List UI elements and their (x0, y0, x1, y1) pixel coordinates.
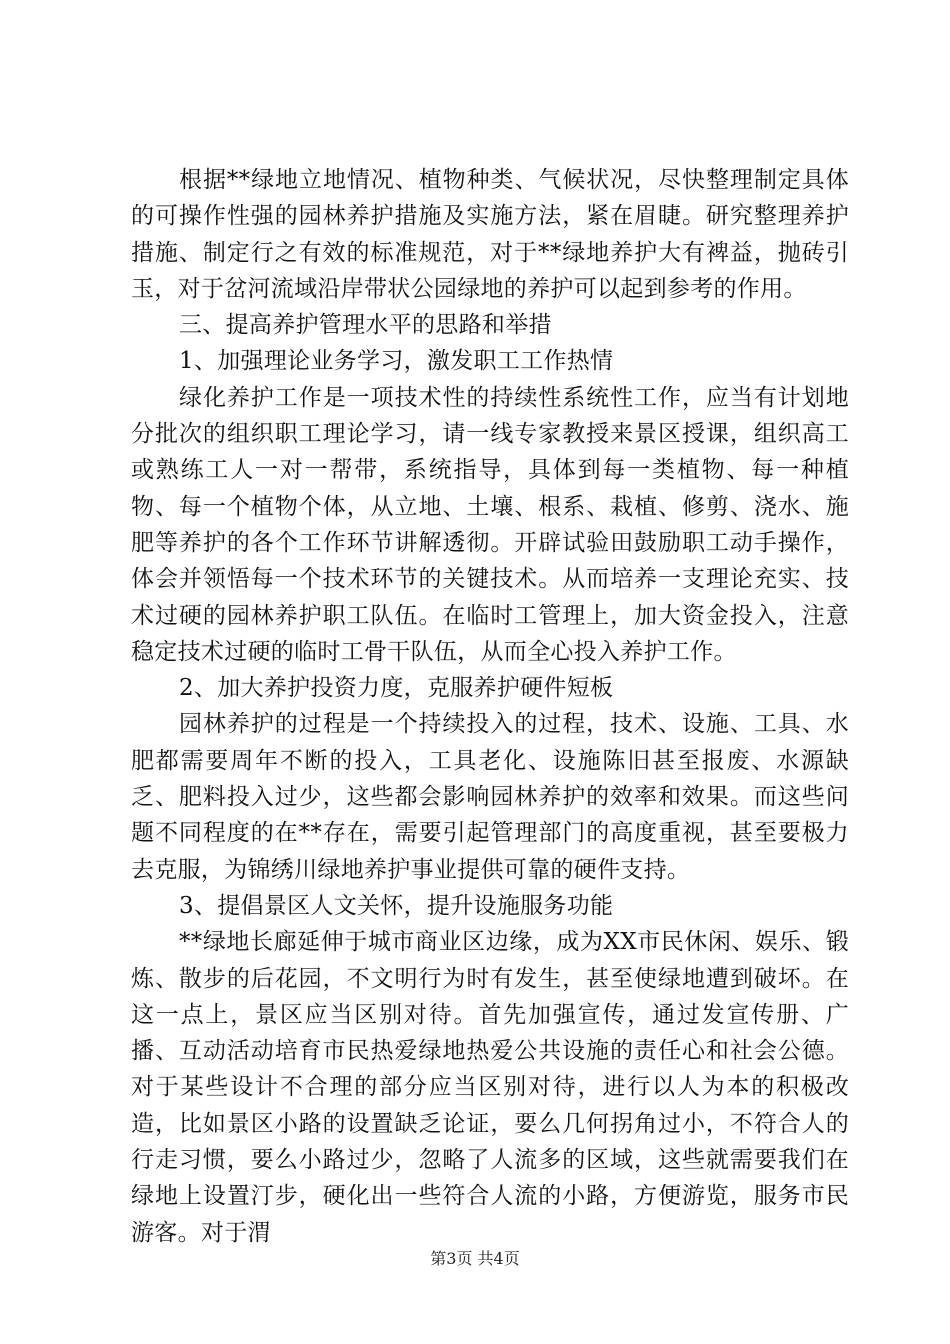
section-heading: 三、提高养护管理水平的思路和举措 (179, 312, 552, 339)
subheading-3: 3、提倡景区人文关怀，提升设施服务功能 (179, 892, 614, 919)
paragraph-1: 绿化养护工作是一项技术性的持续性系统性工作，应当有计划地分批次的组织职工理论学习，请一线专家教授来景区授课，组织高工或熟练工人一对一帮带，系统指导，具体到每一类植物、每一种植物、每一个植物个体，从立地、土壤、根系、栽植、修剪、浇水、施肥等养护的各个工作环节讲解透彻。开辟试验田鼓励职工动手操作，体会并领悟每一个技术环节的关键技术。从而培养一支理论充实、技术过硬的园林养护职工队伍。在临时工管理上，加大资金投入，注意稳定技术过硬的临时工骨干队伍，从而全心投入养护工作。 (131, 384, 849, 665)
paragraph-2: 园林养护的过程是一个持续投入的过程，技术、设施、工具、水肥都需要周年不断的投入，工具老化、设施陈旧甚至报废、水源缺乏、肥料投入过少，这些都会影响园林养护的效率和效果。而这些问题不同程度的在**存在，需要引起管理部门的高度重视，甚至要极力去克服，为锦绣川绿地养护事业提供可靠的硬件支持。 (131, 711, 849, 883)
subheading-2: 2、加大养护投资力度，克服养护硬件短板 (179, 675, 614, 702)
page-footer: 第3页 共4页 (430, 1249, 520, 1268)
paragraph-3: **绿地长廊延伸于城市商业区边缘，成为XX市民休闲、娱乐、锻炼、散步的后花园，不文明行为时有发生，甚至使绿地遭到破坏。在这一点上，景区应当区别对待。首先加强宣传，通过发宣传册、广播、互动活动培育市民热爱绿地热爱公共设施的责任心和社会公德。对于某些设计不合理的部分应当区别对待，进行以人为本的积极改造，比如景区小路的设置缺乏论证，要么几何拐角过小，不符合人的行走习惯，要么小路过少，忽略了人流多的区域，这些就需要我们在绿地上设置汀步，硬化出一些符合人流的小路，方便游览，服务市民游客。对于渭 (131, 929, 849, 1246)
subheading-1: 1、加强理论业务学习，激发职工工作热情 (179, 348, 614, 375)
paragraph-intro: 根据**绿地立地情况、植物种类、气候状况，尽快整理制定具体的可操作性强的园林养护措施及实施方法，紧在眉睫。研究整理养护措施、制定行之有效的标准规范，对于**绿地养护大有裨益，抛砖引玉，对于岔河流域沿岸带状公园绿地的养护可以起到参考的作用。 (131, 167, 849, 302)
document-body (131, 162, 849, 1251)
